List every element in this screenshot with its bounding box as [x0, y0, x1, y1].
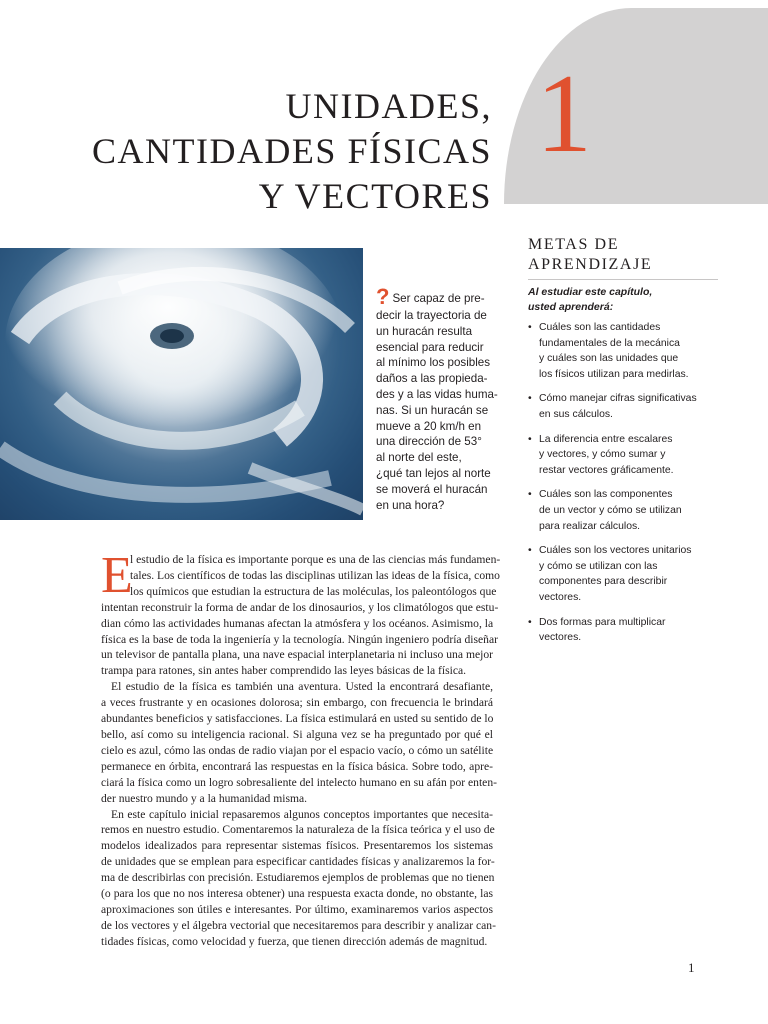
text-line: tales. Los científicos de todas las disciplinas utilizan las ideas de la física, como — [130, 568, 500, 582]
goal-item: • Cuáles son las cantidades fundamentales de la mecánica y cuáles son las unidades que los físicos utilizan para medirlas. — [528, 320, 728, 382]
text-line: a veces frustrante y en ocasiones dolorosa; sin embargo, con frecuencia le brindará — [101, 696, 493, 710]
text-line: un televisor de pantalla plana, una nave espacial interplanetaria ni incluso una mejor — [101, 648, 493, 662]
hurricane-illustration — [0, 248, 363, 520]
text-line: de unidades que se emplean para especificar cantidades físicas y analizaremos la for- — [101, 855, 495, 869]
question-line: daños a las propieda- — [376, 372, 488, 386]
chapter-body — [101, 547, 501, 950]
text-line: remos en nuestro estudio. Comentaremos la naturaleza de la física teórica y el uso de — [101, 823, 495, 837]
learning-goals-heading: METAS DE APRENDIZAJE — [528, 236, 653, 273]
text-line: (o para los que no nos interesa obtener) una respuesta exacta donde, no obstante, las — [101, 887, 493, 901]
question-line: al norte del este, — [376, 451, 462, 465]
question-line: ? Ser capaz de pre- — [376, 284, 485, 309]
text-line: permanece en órbita, encontrará las respuestas en la física básica. Sobre todo, apre- — [101, 759, 493, 773]
question-line: una dirección de 53° — [376, 435, 482, 449]
text-line: trampa para ratones, sin antes haber comprendido las leyes básicas de la física. — [101, 664, 467, 678]
text-line: der nuestro mundo y a la humanidad misma. — [101, 791, 308, 805]
chapter-title — [92, 84, 492, 219]
goals-divider — [528, 279, 718, 280]
question-line: ¿qué tan lejos al norte — [376, 466, 491, 480]
chapter-title-line: UNIDADES, — [285, 86, 492, 126]
paragraph — [101, 679, 497, 806]
question-line: en una hora? — [376, 498, 445, 512]
question-line: mueve a 20 km/h en — [376, 419, 482, 433]
goal-item: • La diferencia entre escalares y vectores, y cómo sumar y restar vectores gráficamente. — [528, 432, 728, 479]
hurricane-photo — [0, 248, 363, 520]
chapter-title-line: CANTIDADES FÍSICAS — [91, 131, 492, 171]
paragraph — [101, 547, 501, 679]
chapter-question — [376, 286, 506, 513]
goal-item: • Cuáles son los vectores unitarios y cómo se utilizan con las componentes para describir vectores. — [528, 543, 728, 605]
text-line: bello, así como su inteligencia racional. Si alguna vez se ha preguntado por qué el — [101, 727, 493, 741]
drop-cap: E — [101, 547, 133, 604]
text-line: los químicos que estudian la estructura de las moléculas, los paleontólogos que — [130, 584, 497, 598]
text-line: aproximaciones son útiles e interesantes. Por último, examinaremos varios aspectos — [101, 902, 493, 916]
question-line: decir la trayectoria de — [376, 309, 487, 322]
text-line: l estudio de la física es importante porque es una de las ciencias más fundamen- — [130, 553, 501, 566]
text-line: modelos idealizados para representar sistemas físicos. Presentaremos los sistemas — [101, 839, 493, 853]
question-line: un huracán resulta — [376, 324, 473, 338]
question-line: se moverá el huracán — [376, 482, 488, 496]
text-line: de los vectores y el álgebra vectorial que necesitaremos para describir y analizar can- — [101, 918, 496, 932]
learning-goals-list — [528, 320, 728, 655]
text-line: tidades físicas, como velocidad y fuerza, que tienen dirección además de magnitud. — [101, 934, 488, 948]
paragraph — [101, 807, 496, 950]
text-line: física es la base de toda la ingeniería y la tecnología. Ningún ingeniero podría diseñar — [101, 632, 498, 646]
goal-item: • Cuáles son las componentes de un vector y cómo se utilizan para realizar cálculos. — [528, 487, 728, 534]
text-line: En este capítulo inicial repasaremos algunos conceptos importantes que necesita- — [111, 807, 493, 821]
goal-item: • Cómo manejar cifras significativas en sus cálculos. — [528, 391, 728, 422]
text-line: ma de describirlas con precisión. Estudiaremos ejemplos de problemas que no tienen — [101, 871, 495, 885]
text-line: intentan reconstruir la forma de andar de los dinosaurios, y los climatólogos que estu- — [101, 600, 499, 614]
question-line: des y a las vidas huma- — [376, 387, 498, 401]
text-line: cielo es azul, cómo las ondas de radio viajan por el espacio vacío, o cómo un satélite — [101, 743, 494, 757]
page-number: 1 — [688, 960, 695, 975]
question-mark-icon: ? — [376, 284, 390, 309]
text-line: El estudio de la física es también una aventura. Usted la encontrará desafiante, — [111, 680, 493, 694]
chapter-number: 1 — [536, 52, 592, 176]
text-line: dian cómo las actividades humanas afectan la atmósfera y los océanos. Asimismo, la — [101, 616, 494, 630]
text-line: abundantes beneficios y satisfacciones. La física estimulará en usted su sentido de lo — [101, 712, 494, 726]
learning-goals-intro: Al estudiar este capítulo, usted aprenderá: — [528, 286, 653, 313]
goal-item: • Dos formas para multiplicar vectores. — [528, 615, 728, 646]
question-line: nas. Si un huracán se — [376, 403, 489, 417]
text-line: ciará la física como un logro sobresaliente del intelecto humano en su afán por enten- — [101, 775, 497, 789]
question-line: esencial para reducir — [376, 340, 484, 354]
chapter-title-line: Y VECTORES — [258, 176, 492, 216]
question-line: al mínimo los posibles — [376, 356, 491, 370]
